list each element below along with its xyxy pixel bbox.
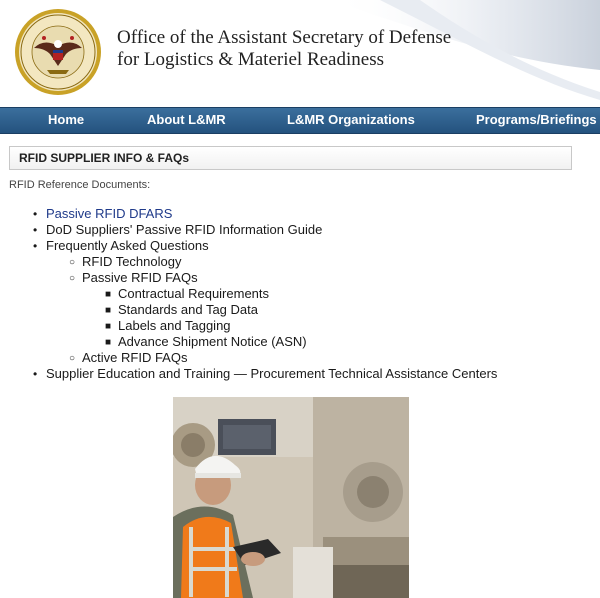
bullet-disc-icon: • (33, 239, 38, 253)
bullet-square-icon: ■ (105, 289, 112, 300)
bullet-disc-icon: • (33, 223, 38, 237)
list-item (33, 222, 323, 238)
list-item (69, 270, 198, 286)
link-supplier-education-training[interactable]: Supplier Education and Training — Procurement Technical Assistance Centers (46, 366, 498, 381)
reference-documents-label: RFID Reference Documents: (9, 179, 151, 191)
list-item (33, 238, 209, 254)
nav-programs-briefings[interactable]: Programs/Briefings (476, 112, 597, 127)
link-labels-tagging[interactable]: Labels and Tagging (118, 318, 231, 333)
bullet-circle-icon: ○ (69, 273, 76, 284)
link-advance-shipment-notice[interactable]: Advance Shipment Notice (ASN) (118, 334, 307, 349)
link-passive-rfid-dfars[interactable]: Passive RFID DFARS (46, 206, 173, 221)
main-nav (0, 107, 600, 134)
office-title-line1: Office of the Assistant Secretary of Defense (117, 27, 452, 48)
list-item (105, 302, 258, 318)
office-title (117, 27, 451, 71)
nav-about[interactable]: About L&MR (147, 112, 226, 127)
list-item (69, 254, 182, 270)
link-contractual-requirements[interactable]: Contractual Requirements (118, 286, 270, 301)
worker-scanning-image (173, 397, 409, 598)
site-header (0, 0, 600, 106)
dod-seal-icon (14, 8, 102, 96)
bullet-disc-icon: • (33, 207, 38, 221)
list-item (105, 334, 307, 350)
nav-home[interactable]: Home (48, 112, 85, 127)
link-active-rfid-faqs[interactable]: Active RFID FAQs (82, 350, 188, 365)
section-title: RFID SUPPLIER INFO & FAQs (19, 151, 190, 165)
bullet-square-icon: ■ (105, 305, 112, 316)
section-title-box (9, 146, 572, 170)
list-item (69, 350, 188, 366)
bullet-circle-icon: ○ (69, 257, 76, 268)
bullet-disc-icon: • (33, 367, 38, 381)
list-item (105, 286, 270, 302)
link-passive-rfid-faqs[interactable]: Passive RFID FAQs (82, 270, 198, 285)
rfid-worker-photo (173, 397, 409, 598)
link-rfid-technology[interactable]: RFID Technology (82, 254, 182, 269)
link-frequently-asked-questions[interactable]: Frequently Asked Questions (46, 238, 209, 253)
list-item (33, 366, 498, 382)
bullet-square-icon: ■ (105, 321, 112, 332)
link-standards-tag-data[interactable]: Standards and Tag Data (118, 302, 258, 317)
bullet-square-icon: ■ (105, 337, 112, 348)
nav-organizations[interactable]: L&MR Organizations (287, 112, 415, 127)
bullet-circle-icon: ○ (69, 353, 76, 364)
office-title-line2: for Logistics & Materiel Readiness (117, 49, 384, 70)
list-item (105, 318, 231, 334)
list-item (33, 206, 173, 222)
link-dod-passive-rfid-guide[interactable]: DoD Suppliers' Passive RFID Information Guide (46, 222, 323, 237)
